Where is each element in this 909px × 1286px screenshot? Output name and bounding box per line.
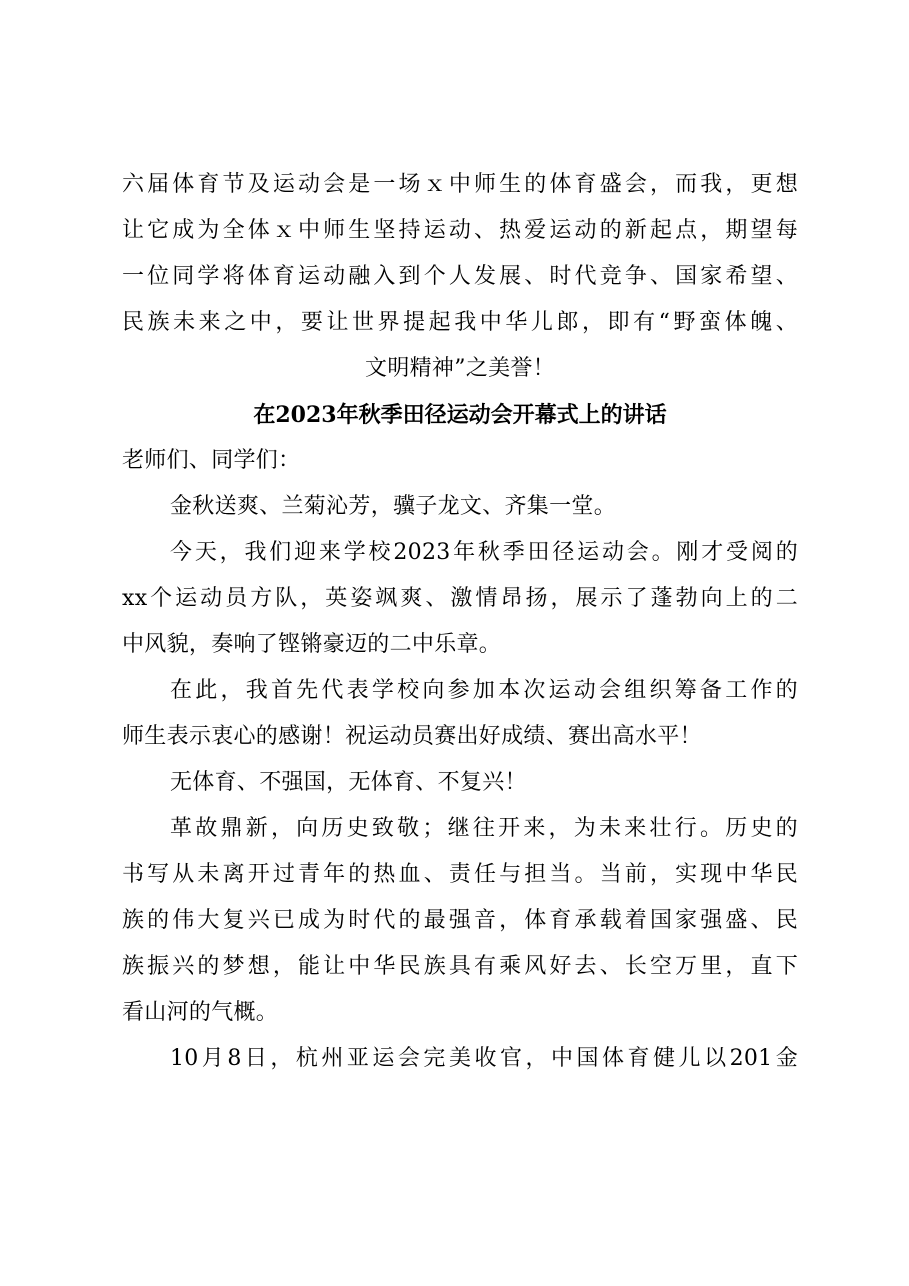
paragraph	[122, 672, 798, 764]
paragraph-line: 师生表示衷心的感谢！祝运动员赛出好成绩、赛出高水平！	[122, 724, 702, 749]
intro-line: 让它成为全体ｘ中师生坚持运动、热爱运动的新起点，期望每	[122, 218, 798, 243]
intro-line: 一位同学将体育运动融入到个人发展、时代竞争、国家希望、	[122, 264, 798, 289]
document-body	[122, 166, 798, 1086]
paragraph-line: 族的伟大复兴已成为时代的最强音，体育承载着国家强盛、民	[122, 908, 798, 933]
paragraph-line: 今天，我们迎来学校2023年秋季田径运动会。刚才受阅的	[170, 540, 798, 565]
paragraph-line: 在此，我首先代表学校向参加本次运动会组织筹备工作的	[170, 678, 798, 703]
intro-line: 六届体育节及运动会是一场ｘ中师生的体育盛会，而我，更想	[122, 172, 798, 197]
paragraph-line: 无体育、不强国，无体育、不复兴！	[170, 770, 527, 795]
paragraph	[122, 488, 798, 534]
intro-section	[122, 166, 798, 396]
paragraph	[122, 1040, 798, 1086]
paragraph-line: 族振兴的梦想，能让中华民族具有乘风好去、长空万里，直下	[122, 954, 798, 979]
paragraph-line: 书写从未离开过青年的热血、责任与担当。当前，实现中华民	[122, 862, 798, 887]
paragraph	[122, 764, 798, 810]
paragraph-line: 看山河的气概。	[122, 1000, 279, 1025]
paragraph-line: 10月8日，杭州亚运会完美收官，中国体育健儿以201金	[170, 1046, 798, 1071]
paragraph-line: 金秋送爽、兰菊沁芳，骥子龙文、齐集一堂。	[170, 494, 617, 519]
intro-line: 文明精神”之美誉！	[365, 356, 555, 381]
intro-line: 民族未来之中，要让世界提起我中华儿郎，即有“野蛮体魄、	[122, 310, 798, 335]
speech-title: 在2023年秋季田径运动会开幕式上的讲话	[253, 402, 667, 428]
paragraph-line: xx个运动员方队，英姿飒爽、激情昂扬，展示了蓬勃向上的二	[122, 586, 798, 611]
paragraph-line: 革故鼎新，向历史致敬；继往开来，为未来壮行。历史的	[170, 816, 798, 841]
salutation: 老师们、同学们：	[122, 448, 301, 473]
paragraph	[122, 534, 798, 672]
paragraph-line: 中风貌，奏响了铿锵豪迈的二中乐章。	[122, 632, 502, 657]
paragraph	[122, 810, 798, 1040]
